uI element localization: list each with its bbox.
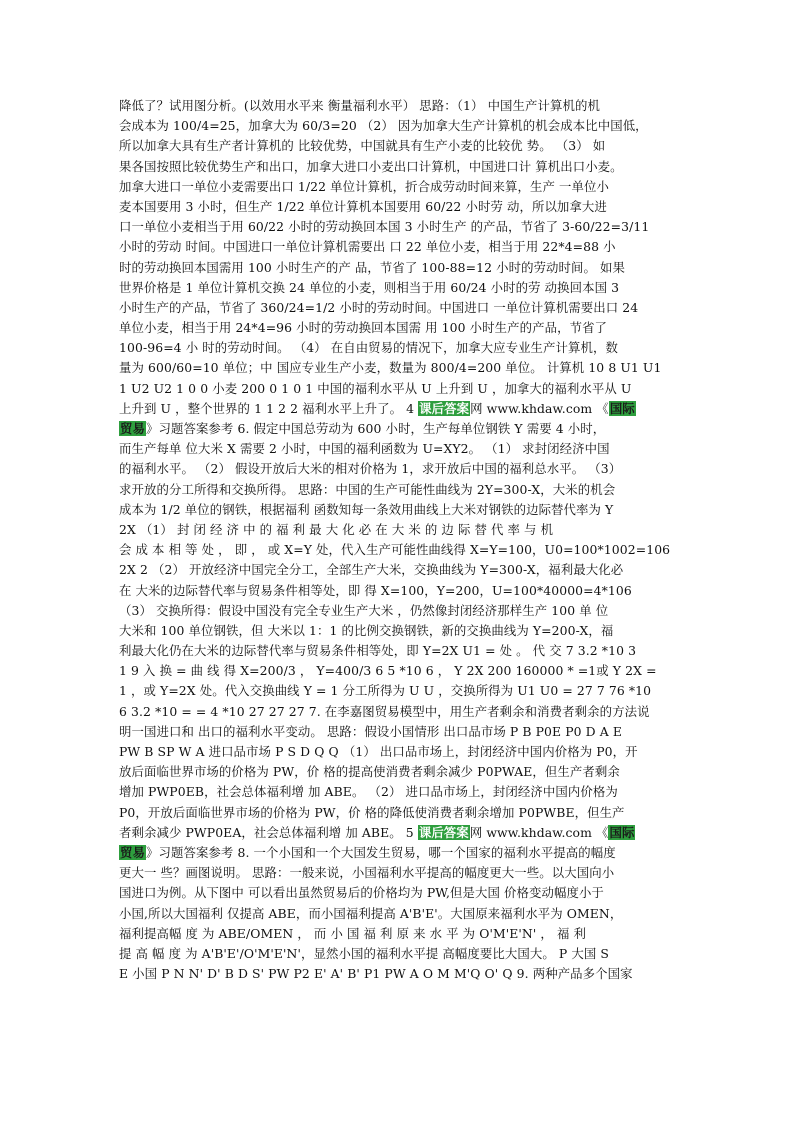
text-segment: 而生产每单 位大米 X 需要 2 小时，中国的福利函数为 U=XY2。 （1） 求封闭经济中国 (119, 441, 610, 457)
text-segment: 麦本国要用 3 小时，但生产 1/22 单位计算机本国要用 60/22 小时劳 动，所以加拿大进 (119, 198, 607, 214)
text-line (119, 439, 675, 459)
text-segment: 1 9 入 换 = 曲 线 得 X=200/3 ， Y=400/3 6 5 *10 6 ， Y 2X 200 160000 * =1或 Y 2X = (119, 663, 657, 679)
text-line (119, 803, 675, 823)
text-line (119, 258, 675, 278)
text-segment: 明一国进口和 出口的福利水平变动。 思路：假设小国情形 出口品市场 P B P0E P0 D A E (119, 723, 622, 739)
text-segment: 会 成 本 相 等 处 ， 即 ， 或 X=Y 处，代入生产可能性曲线得 X=Y=100，U0=100*1002=106 (119, 542, 671, 558)
text-line (119, 641, 675, 661)
watermark-highlight: 课后答案 (419, 400, 470, 416)
text-line (119, 157, 675, 177)
text-segment: 福利提高幅 度 为 ABE/OMEN ， 而 小 国 福 利 原 来 水 平 为 O'M'E'N' ， 福 利 (119, 925, 586, 941)
text-segment: 时的劳动换回本国需用 100 小时生产的产 品，节省了 100-88=12 小时的劳动时间。 如果 (119, 259, 626, 275)
title-highlight: 贸易 (120, 421, 145, 436)
text-line (119, 318, 675, 338)
text-line (119, 217, 675, 237)
title-highlight: 国际 (609, 824, 635, 840)
text-segment: 降低了？试用图分析。(以效用水平来 衡量福利水平） 思路：（1） 中国生产计算机的机 (119, 98, 600, 113)
text-line (119, 459, 675, 479)
text-segment: 小时生产的产品，节省了 360/24=1/2 小时的劳动时间。中国进口 一单位计算机需要出口 24 (119, 299, 639, 315)
text-segment: 100-96=4 小 时的劳动时间。 （4） 在自由贸易的情况下，加拿大应专业生产计算机，数 (119, 340, 618, 356)
text-segment: 加拿大进口一单位小麦需要出口 1/22 单位计算机，折合成劳动时间来算，生产 一单位小 (119, 178, 610, 194)
title-highlight: 贸易 (120, 844, 145, 860)
text-segment: 网 www.khdaw.com 《 (470, 400, 609, 416)
text-line (119, 560, 675, 580)
text-segment: 》习题答案参考 8. 一个小国和一个大国发生贸易，哪一个国家的福利水平提高的幅度 (145, 844, 616, 860)
text-segment: 利最大化仍在大米的边际替代率与贸易条件相等处，即 Y=2X U1 = 处 。 代 交 7 3.2 *10 3 (119, 643, 637, 659)
text-line (119, 904, 675, 924)
text-segment: P0，开放后面临世界市场的价格为 PW，价 格的降低使消费者剩余增加 P0PWBE，但生产 (119, 804, 625, 820)
text-line (119, 177, 675, 197)
text-segment: 单位小麦，相当于用 24*4=96 小时的劳动换回本国需 用 100 小时生产的产品，节省了 (119, 320, 608, 336)
text-line (119, 480, 675, 500)
text-segment: 》习题答案参考 6. 假定中国总劳动为 600 小时，生产每单位钢铁 Y 需要 4 小时， (145, 421, 606, 436)
text-segment: 1 U2 U2 1 0 0 小麦 200 0 1 0 1 中国的福利水平从 U 上升到 U ，加拿大的福利水平从 U (119, 380, 632, 396)
title-highlight: 国际 (609, 400, 635, 416)
watermark-highlight: 课后答案 (418, 824, 469, 840)
text-line (119, 762, 675, 782)
text-line (119, 742, 675, 762)
text-line (119, 358, 675, 378)
text-line (119, 702, 675, 722)
text-segment: 的福利水平。 （2） 假设开放后大米的相对价格为 1，求开放后中国的福利总水平。 （3） (119, 461, 622, 477)
text-segment: 求开放的分工所得和交换所得。 思路：中国的生产可能性曲线为 2Y=300-X，大米的机会 (119, 481, 616, 497)
text-segment: 果各国按照比较优势生产和出口，加拿大进口小麦出口计算机，中国进口计 算机出口小麦。 (119, 158, 623, 174)
text-segment: 1 ，或 Y=2X 处。代入交换曲线 Y = 1 分工所得为 U U ，交换所得为 U1 U0 = 27 7 76 *10 (119, 683, 652, 699)
text-line (119, 500, 675, 520)
text-segment: 国进口为例。从下图中 可以看出虽然贸易后的价格均为 PW,但是大国 价格变动幅度小于 (119, 885, 604, 901)
text-segment: 成本为 1/2 单位的钢铁，根据福利 函数知每一条效用曲线上大米对钢铁的边际替代率为 Y (119, 501, 614, 517)
text-line (119, 338, 675, 358)
text-line (119, 964, 675, 984)
text-line (119, 661, 675, 681)
text-segment: 在 大米的边际替代率与贸易条件相等处，即 得 X=100，Y=200，U=100*40000=4*106 (119, 582, 632, 598)
text-line (119, 116, 675, 136)
text-segment: 世界价格是 1 单位计算机交换 24 单位的小麦，则相当于用 60/24 小时的劳 动换回本国 3 (119, 279, 620, 295)
text-line (119, 823, 675, 843)
text-segment: 量为 600/60=10 单位；中 国应专业生产小麦，数量为 800/4=200 单位。 计算机 10 8 U1 U1 (119, 360, 662, 376)
text-segment: 会成本为 100/4=25，加拿大为 60/3=20 （2） 因为加拿大生产计算机的机会成本比中国低， (119, 118, 648, 134)
text-line (119, 419, 675, 439)
text-line (119, 197, 675, 217)
text-segment: 提 高 幅 度 为 A'B'E'/O'M'E'N'，显然小国的福利水平提 高幅度要比大国大。 P 大国 S (119, 945, 609, 961)
text-segment: 上升到 U ，整个世界的 1 1 2 2 福利水平上升了。 4 (119, 400, 419, 416)
text-line (119, 843, 675, 863)
text-line (119, 298, 675, 318)
text-segment: 增加 PWP0EB，社会总体福利增 加 ABE。 （2） 进口品市场上，封闭经济中国内价格为 (119, 784, 618, 800)
text-segment: E 小国 P N N' D' B D S' PW P2 E' A' B' P1 PW A O M M'Q O' Q 9. 两种产品多个国家 (119, 966, 633, 982)
text-segment: 者剩余减少 PWP0EA，社会总体福利增 加 ABE。 5 (119, 824, 418, 840)
text-segment: PW B SP W A 进口品市场 P S D Q Q （1） 出口品市场上，封闭经济中国内价格为 P0，开 (119, 744, 638, 759)
text-line (119, 278, 675, 298)
text-line (119, 924, 675, 944)
text-line (119, 621, 675, 641)
text-segment: 所以加拿大具有生产者计算机的 比较优势，中国就具有生产小麦的比较优 势。 （3） 如 (119, 138, 606, 154)
text-line (119, 520, 675, 540)
text-segment: 更大一 些？画图说明。 思路：一般来说，小国福利水平提高的幅度更大一些。以大国向小 (119, 865, 615, 881)
text-segment: 6 3.2 *10 = = 4 *10 27 27 27 7. 在李嘉图贸易模型中，用生产者剩余和消费者剩余的方法说 (119, 703, 650, 719)
text-segment: 网 www.khdaw.com 《 (469, 824, 609, 840)
text-line (119, 399, 675, 419)
text-line (119, 96, 675, 116)
text-segment: 放后面临世界市场的价格为 PW，价 格的提高使消费者剩余减少 P0PWAE，但生产者剩余 (119, 764, 620, 780)
text-line (119, 601, 675, 621)
text-line (119, 540, 675, 560)
text-segment: 小国,所以大国福利 仅提高 ABE，而小国福利提高 A'B'E'。大国原来福利水平为 OMEN， (119, 905, 623, 921)
text-line (119, 863, 675, 883)
text-line (119, 237, 675, 257)
text-line (119, 136, 675, 156)
text-line (119, 782, 675, 802)
text-line (119, 581, 675, 601)
text-segment: 2X 2 （2） 开放经济中国完全分工，全部生产大米，交换曲线为 Y=300-X，福利最大化必 (119, 562, 624, 578)
document-body (119, 96, 675, 984)
text-line (119, 379, 675, 399)
text-segment: 口一单位小麦相当于用 60/22 小时的劳动换回本国 3 小时生产 的产品，节省了 3-60/22=3/11 (119, 219, 650, 235)
text-segment: 小时的劳动 时间。中国进口一单位计算机需要出 口 22 单位小麦，相当于用 22*4=88 小 (119, 239, 616, 255)
text-line (119, 681, 675, 701)
text-segment: （3） 交换所得：假设中国没有完全专业生产大米 ，仍然像封闭经济那样生产 100 单 位 (119, 602, 609, 618)
text-line (119, 883, 675, 903)
text-segment: 大米和 100 单位钢铁，但 大米以 1：1 的比例交换钢铁，新的交换曲线为 Y=200-X，福 (119, 622, 614, 638)
text-line (119, 944, 675, 964)
text-segment: 2X （1） 封 闭 经 济 中 的 福 利 最 大 化 必 在 大 米 的 边 际 替 代 率 与 机 (119, 521, 554, 537)
text-line (119, 722, 675, 742)
